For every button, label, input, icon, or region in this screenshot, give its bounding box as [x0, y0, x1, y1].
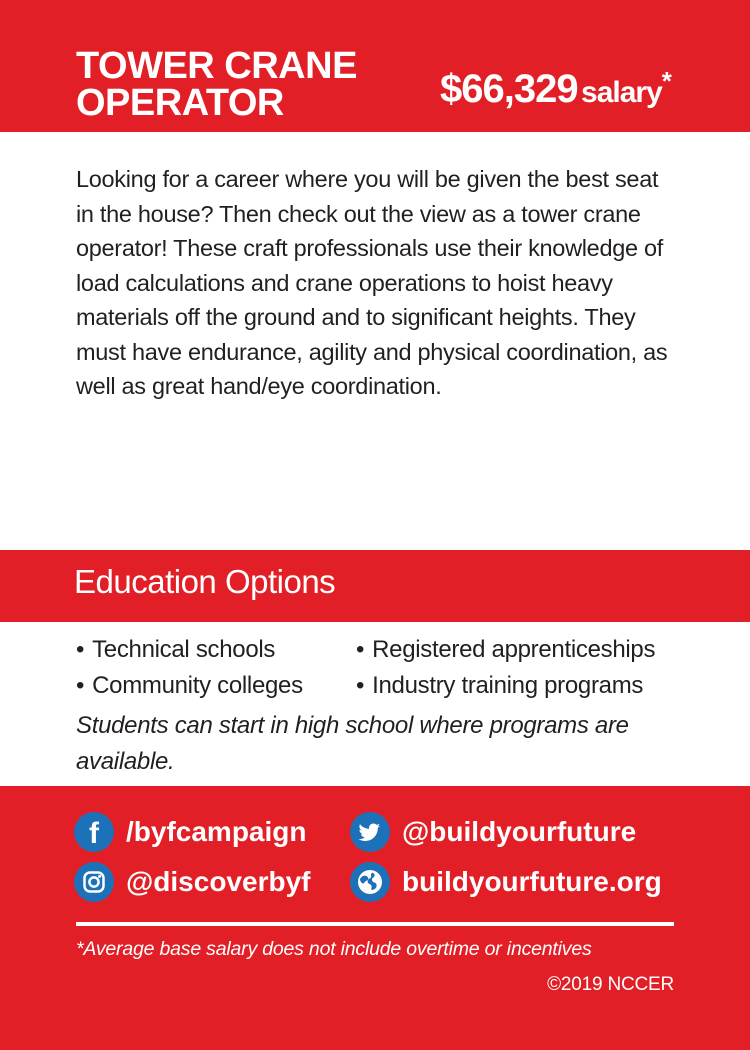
list-item: [76, 632, 303, 668]
website-url: buildyourfuture.org: [402, 866, 662, 897]
job-title-line1: TOWER CRANE: [76, 45, 357, 87]
facebook-link[interactable]: [74, 812, 306, 852]
job-description: Looking for a career where you will be given the best seat in the house? Then check out the view as a tower crane operator! These craft professionals use their knowledge of load calculations and crane operations to hoist heavy materials off the ground and to significant heights. They must have endurance, agility and physical coordination, as well as great hand/eye coordination.: [76, 166, 668, 399]
education-column-left: [76, 632, 303, 704]
education-item-label: Registered apprenticeships: [372, 636, 656, 663]
globe-icon: [350, 862, 390, 902]
salary-label: salary: [581, 76, 662, 109]
education-column-right: [356, 632, 655, 704]
education-item-label: Community colleges: [92, 672, 303, 699]
job-title: [76, 45, 357, 124]
education-item-label: Industry training programs: [372, 672, 644, 699]
twitter-handle: @buildyourfuture: [402, 816, 637, 847]
copyright: ©2019 NCCER: [547, 974, 674, 995]
education-note: Students can start in high school where programs are available.: [76, 712, 629, 775]
website-link[interactable]: [350, 862, 662, 902]
facebook-icon: [74, 812, 114, 852]
footer-divider: [76, 922, 674, 926]
salary-footnote-mark: *: [661, 66, 671, 96]
salary-amount: $66,329: [440, 67, 578, 111]
salary-disclaimer: *Average base salary does not include overtime or incentives: [76, 938, 592, 960]
education-item-label: Technical schools: [92, 636, 276, 663]
facebook-handle: /byfcampaign: [126, 816, 307, 847]
twitter-icon: [350, 812, 390, 852]
instagram-handle: @discoverbyf: [126, 866, 311, 897]
education-title: Education Options: [74, 563, 336, 600]
instagram-icon: [74, 862, 114, 902]
header-banner: [0, 0, 750, 132]
list-item: [356, 632, 655, 668]
list-item: [76, 668, 303, 704]
salary: [440, 66, 671, 112]
svg-text:f: f: [89, 817, 99, 850]
twitter-link[interactable]: [350, 812, 636, 852]
job-title-line2: OPERATOR: [76, 82, 284, 124]
instagram-link[interactable]: [74, 862, 310, 902]
list-item: [356, 668, 655, 704]
